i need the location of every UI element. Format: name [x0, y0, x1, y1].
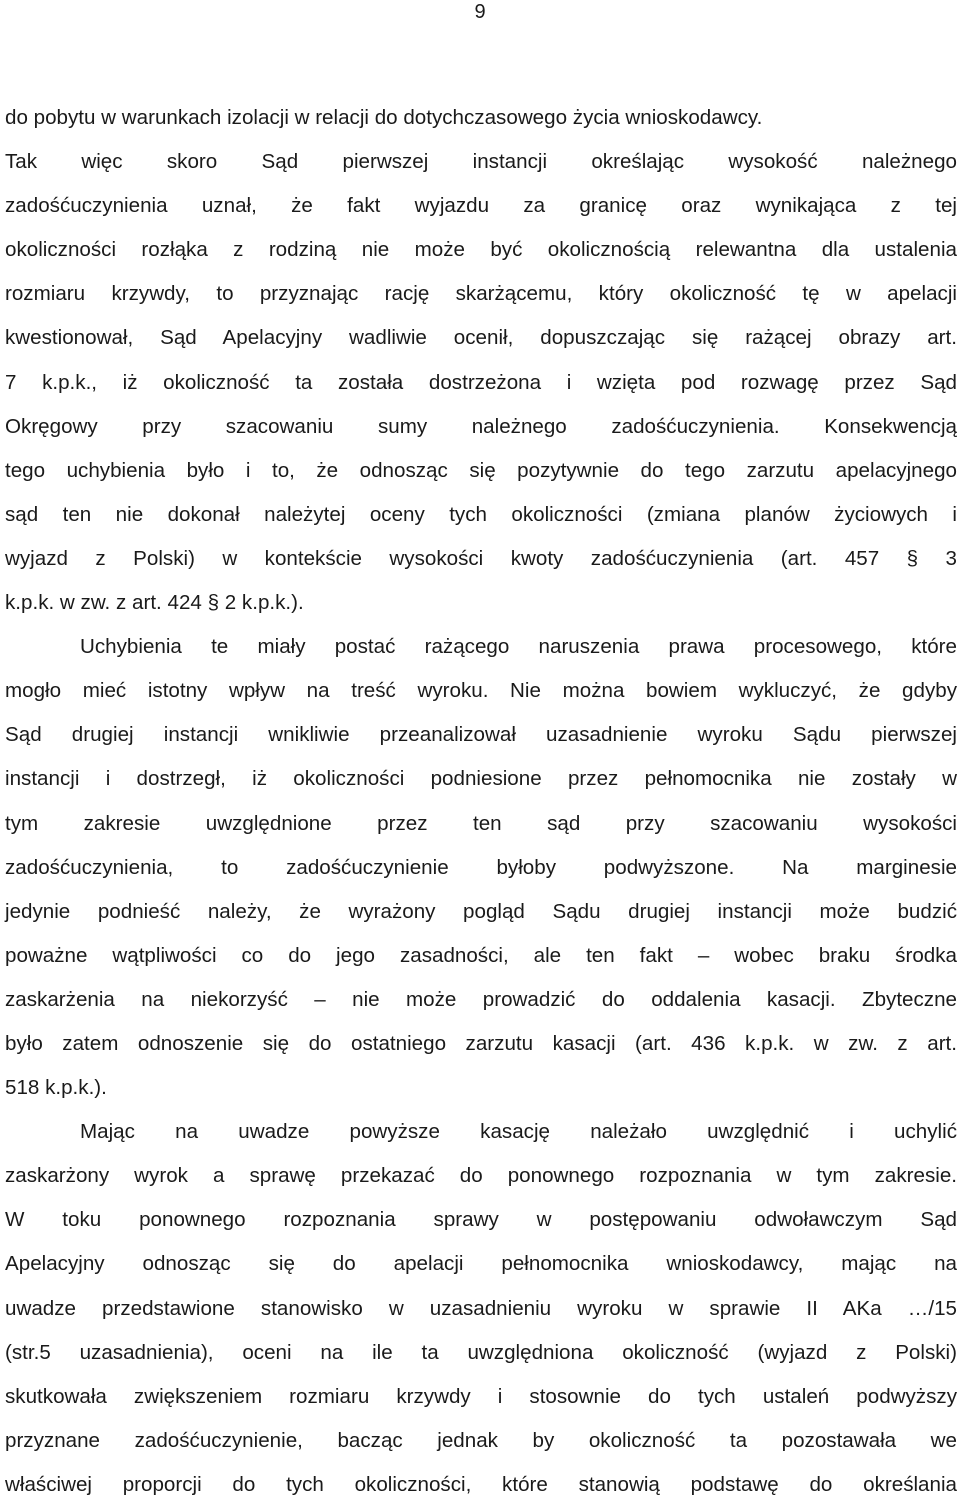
text-line: 518 k.p.k.). — [5, 1076, 107, 1100]
text-line: kwestionował, Sąd Apelacyjny wadliwie ocenił, dopuszczając się rażącej obrazy art. — [5, 326, 957, 350]
text-line: zaskarżenia na niekorzyść – nie może prowadzić do oddalenia kasacji. Zbyteczne — [5, 987, 957, 1011]
text-line: Apelacyjny odnosząc się do apelacji pełnomocnika wnioskodawcy, mając na — [5, 1252, 957, 1276]
text-line: uwadze przedstawione stanowisko w uzasadnieniu wyroku w sprawie II AKa …/15 — [5, 1296, 957, 1320]
text-line: mogło mieć istotny wpływ na treść wyroku. Nie można bowiem wykluczyć, że gdyby — [5, 679, 957, 703]
text-line: sąd ten nie dokonał należytej oceny tych okoliczności (zmiana planów życiowych i — [5, 502, 957, 526]
text-line: było zatem odnoszenie się do ostatniego zarzutu kasacji (art. 436 k.p.k. w zw. z art. — [5, 1031, 957, 1055]
text-line: Okręgowy przy szacowaniu sumy należnego zadośćuczynienia. Konsekwencją — [5, 414, 957, 438]
text-line: rozmiaru krzywdy, to przyznając rację skarżącemu, który okoliczność tę w apelacji — [5, 282, 957, 306]
text-line: wyjazd z Polski) w kontekście wysokości kwoty zadośćuczynienia (art. 457 § 3 — [5, 546, 957, 570]
text-line: instancji i dostrzegł, iż okoliczności podniesione przez pełnomocnika nie zostały w — [5, 767, 957, 791]
text-line: tym zakresie uwzględnione przez ten sąd przy szacowaniu wysokości — [5, 811, 957, 835]
text-line: jedynie podnieść należy, że wyrażony pogląd Sądu drugiej instancji może budzić — [5, 899, 957, 923]
text-line: zaskarżony wyrok a sprawę przekazać do ponownego rozpoznania w tym zakresie. — [5, 1164, 957, 1188]
text-line: przyznane zadośćuczynienie, bacząc jednak by okoliczność ta pozostawała we — [5, 1428, 957, 1452]
text-line: Tak więc skoro Sąd pierwszej instancji określając wysokość należnego — [5, 150, 957, 174]
text-line: poważne wątpliwości co do jego zasadności, ale ten fakt – wobec braku środka — [5, 943, 957, 967]
text-line: do pobytu w warunkach izolacji w relacji do dotychczasowego życia wnioskodawcy. — [5, 106, 763, 129]
text-line: Sąd drugiej instancji wnikliwie przeanalizował uzasadnienie wyroku Sądu pierwszej — [5, 723, 957, 747]
text-line: tego uchybienia było i to, że odnosząc się pozytywnie do tego zarzutu apelacyjnego — [5, 458, 957, 482]
page-number: 9 — [474, 1, 486, 23]
text-line: k.p.k. w zw. z art. 424 § 2 k.p.k.). — [5, 591, 304, 615]
text-line: 7 k.p.k., iż okoliczność ta została dostrzeżona i wzięta pod rozwagę przez Sąd — [5, 370, 957, 394]
text-line: (str.5 uzasadnienia), oceni na ile ta uwzględniona okoliczność (wyjazd z Polski) — [5, 1340, 957, 1364]
text-line: Uchybienia te miały postać rażącego naruszenia prawa procesowego, które — [80, 635, 957, 659]
document-body — [5, 96, 957, 1507]
text-line: W toku ponownego rozpoznania sprawy w postępowaniu odwoławczym Sąd — [5, 1208, 957, 1232]
text-line: zadośćuczynienia uznał, że fakt wyjazdu za granicę oraz wynikająca z tej — [5, 194, 957, 218]
text-line: właściwej proporcji do tych okoliczności, które stanowią podstawę do określania — [5, 1472, 957, 1496]
text-line: skutkowała zwiększeniem rozmiaru krzywdy i stosownie do tych ustaleń podwyższy — [5, 1384, 957, 1408]
text-line: Mając na uwadze powyższe kasację należało uwzględnić i uchylić — [80, 1120, 957, 1144]
text-line: okoliczności rozłąka z rodziną nie może być okolicznością relewantna dla ustalenia — [5, 238, 957, 262]
text-line: zadośćuczynienia, to zadośćuczynienie byłoby podwyższone. Na marginesie — [5, 855, 957, 879]
